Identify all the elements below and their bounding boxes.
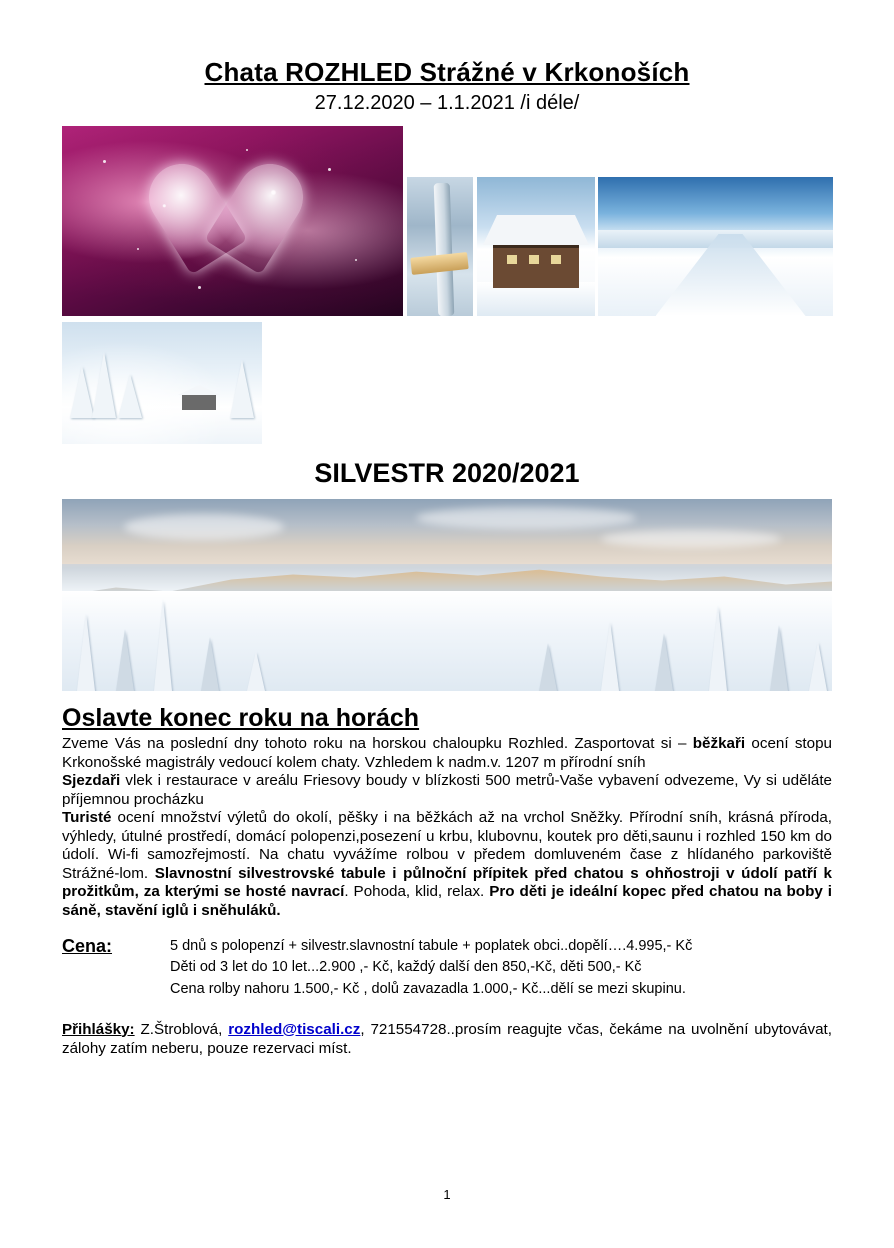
intro-text-a: Zveme Vás na poslední dny tohoto roku na horskou chaloupku Rozhled. Zasportovat si – <box>62 735 693 752</box>
silvestr-heading: SILVESTR 2020/2021 <box>314 458 580 488</box>
frozen-trees-photo <box>62 322 262 444</box>
kids-text: Pro děti je ideální kopec před chatou na boby i sáně, stavění iglů i sněhuláků. <box>62 883 832 919</box>
heart-sparkler-icon <box>151 153 301 273</box>
signpost-stick <box>434 182 455 316</box>
skiers-label: Sjezdaři <box>62 772 121 790</box>
signup-rest-text: , 721554728..prosím reagujte včas, čekáme na uvolnění ubytovávat, zálohy zatím neberu, pouze rezervaci míst. <box>62 1020 832 1057</box>
chalet-window <box>507 255 517 264</box>
photo-band-top <box>62 126 832 316</box>
signup-email-link[interactable]: rozhled@tiscali.cz <box>228 1020 361 1038</box>
skiers-text: vlek i restaurace v areálu Friesovy boudy v blízkosti 500 metrů-Vaše vybavení odvezeme, Vy si uděláte příjemnou procházku <box>62 772 832 808</box>
krkonose-panorama-photo <box>62 499 832 691</box>
skiers-paragraph <box>62 772 832 809</box>
chalet-roof <box>483 215 589 245</box>
chalet-window <box>551 255 561 264</box>
signup-label: Přihlášky: <box>62 1020 135 1038</box>
chalet-window <box>529 255 539 264</box>
intro-paragraph <box>62 735 832 772</box>
signup-contact-name: Z.Štroblová, <box>134 1020 229 1038</box>
price-line: Cena rolby nahoru 1.500,- Kč , dolů zavazadla 1.000,- Kč...dělí se mezi skupinu. <box>170 980 686 997</box>
intro-text-bold: běžkaři <box>692 735 746 752</box>
price-line: 5 dnů s polopenzí + silvestr.slavnostní tabule + poplatek obci..dopělí….4.995,- Kč <box>170 938 693 955</box>
intro-text-c: ocení stopu Krkonošské magistrály vedoucí kolem chaty. Vzhledem k nadm.v. 1207 m přírodní sníh <box>62 735 832 771</box>
tourists-label: Turisté <box>62 809 112 827</box>
tourists-text: ocení množství výletů do okolí, pěšky i na běžkách až na vrchol Sněžky. Přírodní sníh, krásná příroda, výhledy, útulné prostředí, domácí polopenzi,posezení u krbu, klubovnu, koutek pro děti,saunu i rozhled 150 km do údolí. Wi-fi samozřejmostí. Na chatu vyvážíme rolbou v předem domluveném čase z hlídaného parkoviště Strážné-lom. <box>62 809 832 882</box>
price-block <box>62 936 832 999</box>
photo-band-second <box>62 322 832 444</box>
frozen-trees-hut <box>182 394 216 410</box>
page-title: Chata ROZHLED Strážné v Krkonoších <box>204 57 690 87</box>
chalet-body <box>493 245 579 288</box>
price-line: Děti od 3 let do 10 let...2.900 ,- Kč, každý další den 850,-Kč, děti 500,- Kč <box>170 959 642 976</box>
fireworks-heart-photo <box>62 126 403 316</box>
tourists-paragraph <box>62 809 832 920</box>
signpost-arrow <box>410 252 468 275</box>
newyear-table-text: Slavnostní silvestrovské tabule i půlnoční přípitek před chatou s ohňostroji v údolí patří k prožitkům, za kterými se hosté navrací <box>62 864 832 901</box>
page-subtitle: 27.12.2020 – 1.1.2021 /i déle/ <box>314 92 580 114</box>
page-number: 1 <box>443 1187 451 1202</box>
section-title: Oslavte konec roku na horách <box>62 704 420 732</box>
mountain-chalet-photo <box>477 177 595 316</box>
snowy-signpost-photo <box>407 177 473 316</box>
relax-text: . Pohoda, klid, relax. <box>344 883 490 901</box>
signup-paragraph <box>62 1020 832 1058</box>
snow-road-photo <box>598 177 833 316</box>
price-lines <box>170 936 692 999</box>
price-label: Cena: <box>62 936 113 957</box>
